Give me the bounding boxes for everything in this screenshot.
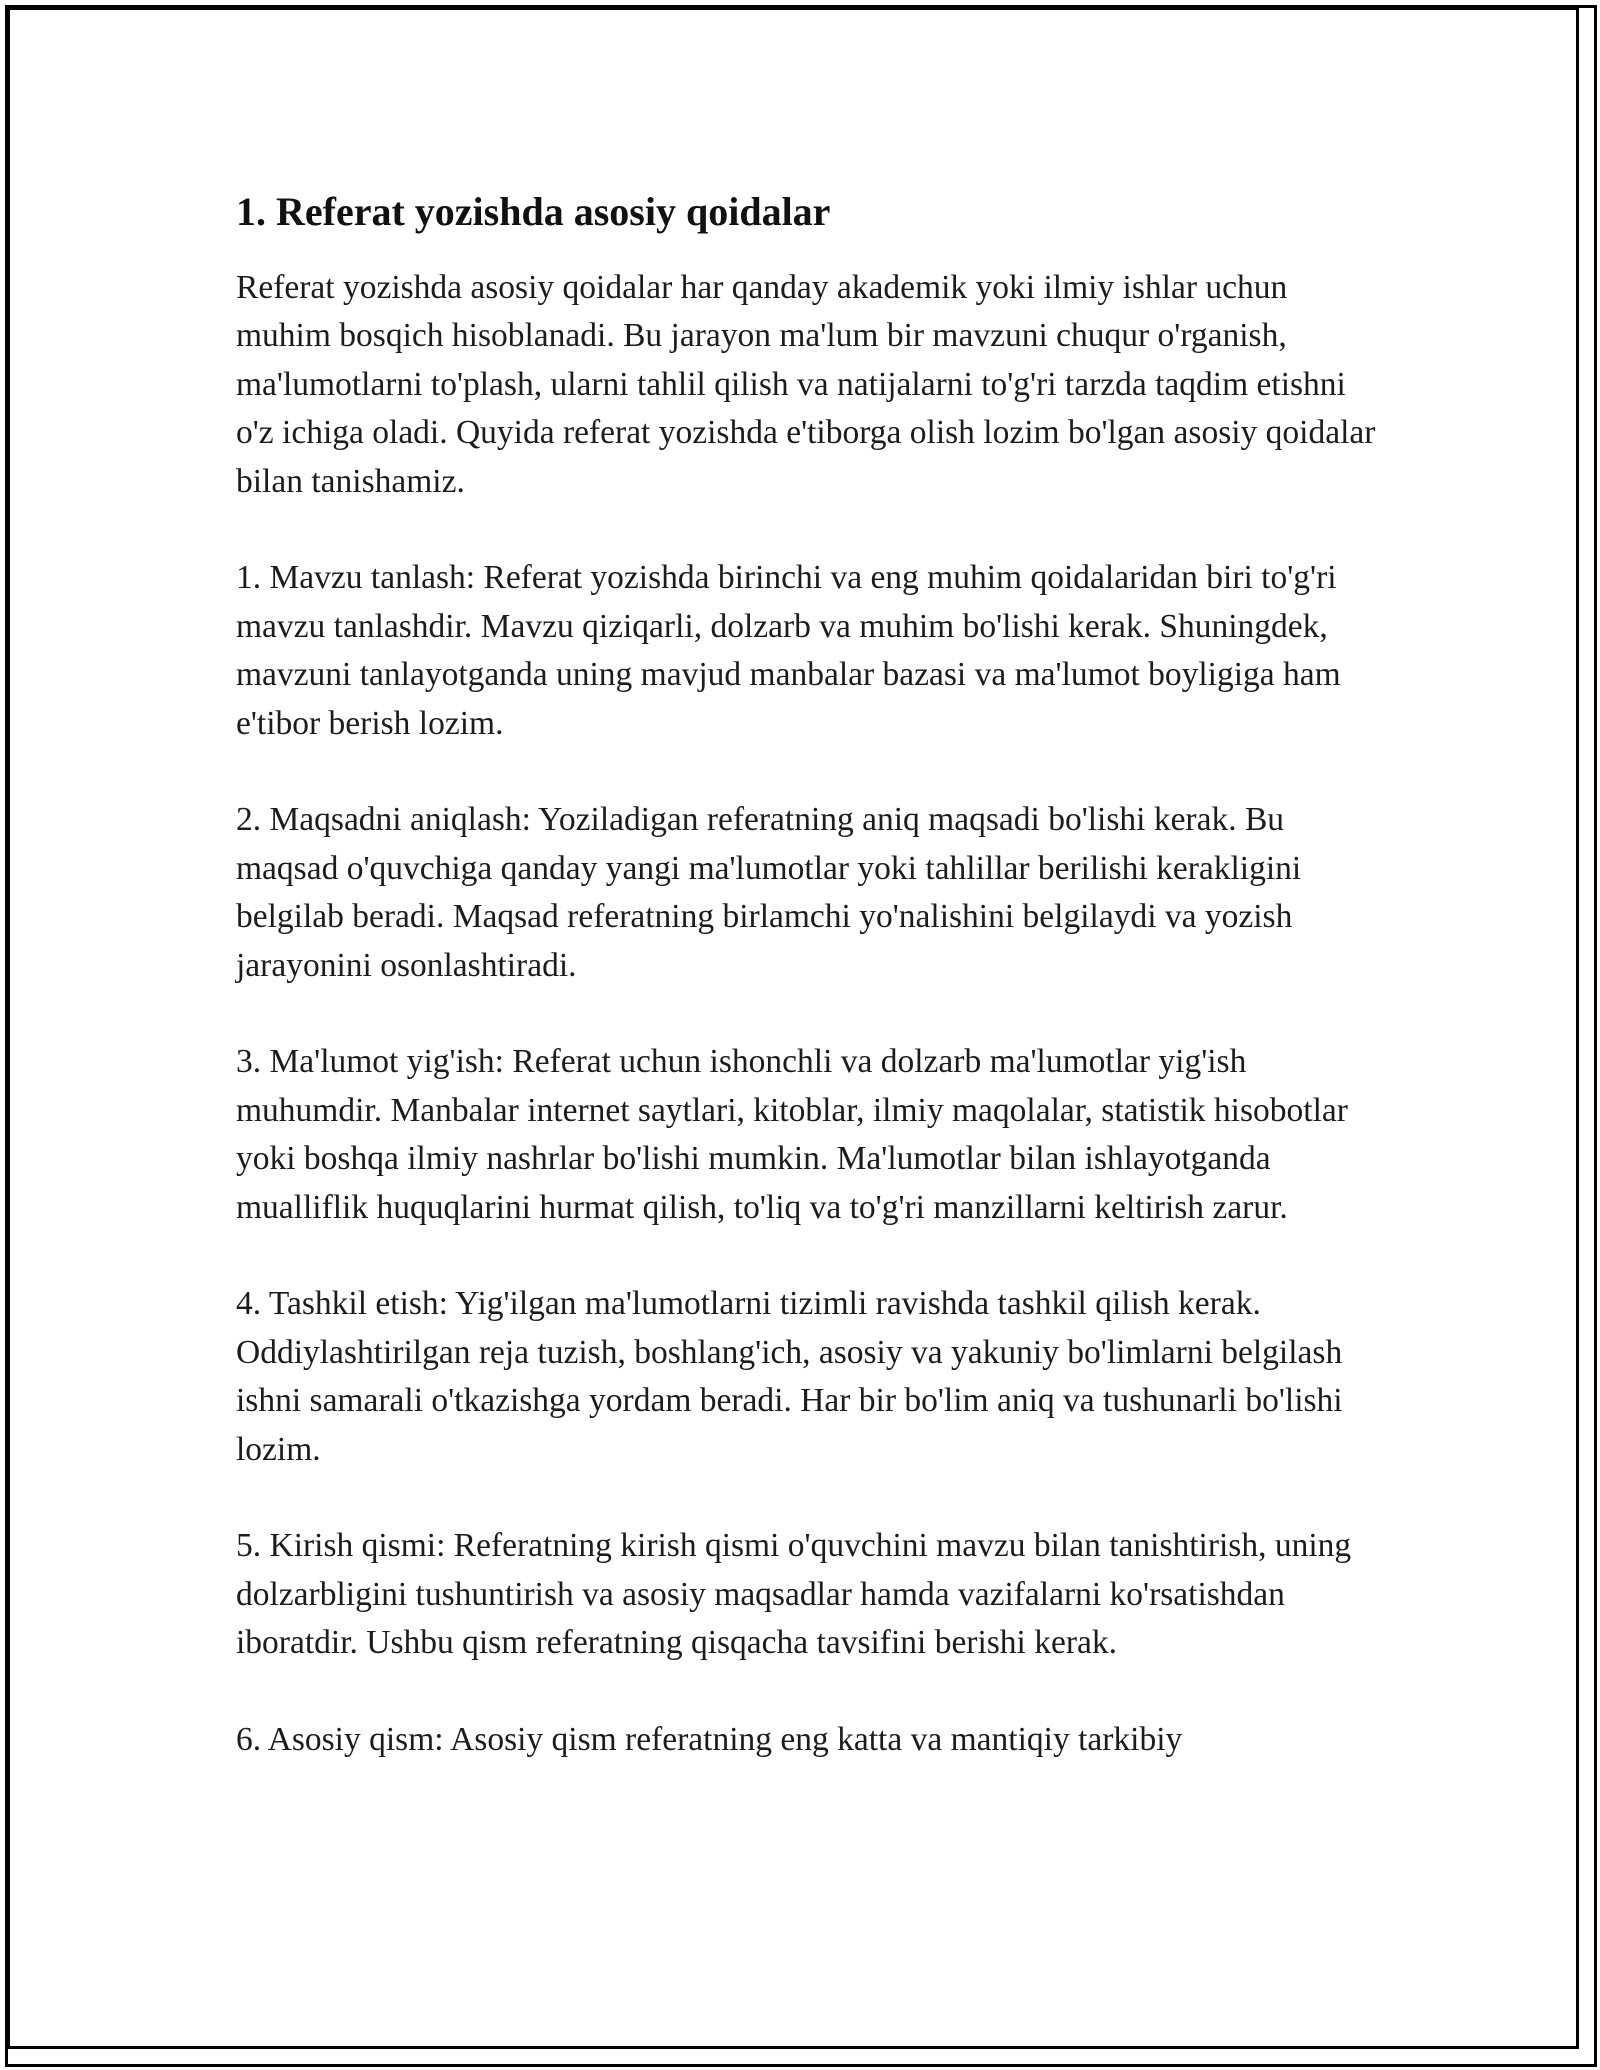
rule-item-mavzu-tanlash: 1. Mavzu tanlash: Referat yozishda birinchi va eng muhim qoidalaridan biri to'g'ri mavzu tanlashdir. Mavzu qiziqarli, dolzarb va muhim bo'lishi kerak. Shuningdek, mavzuni tanlayotganda uning mavjud manbalar bazasi va ma'lumot boyligiga ham e'tibor berish lozim.	[236, 559, 1341, 742]
rule-item-tashkil-etish: 4. Tashkil etish: Yig'ilgan ma'lumotlarni tizimli ravishda tashkil qilish kerak. Oddiylashtirilgan reja tuzish, boshlang'ich, asosiy va yakuniy bo'limlarni belgilash ishni samarali o'tkazishga yordam beradi. Har bir bo'lim aniq va tushunarli bo'lishi lozim.	[236, 1285, 1343, 1468]
rule-item-asosiy-qism: 6. Asosiy qism: Asosiy qism referatning eng katta va mantiqiy tarkibiy	[236, 1721, 1183, 1759]
rule-item-kirish-qismi: 5. Kirish qismi: Referatning kirish qismi o'quvchini mavzu bilan tanishtirish, uning dolzarbligini tushuntirish va asosiy maqsadlar hamda vazifalarni ko'rsatishdan iboratdir. Ushbu qism referatning qisqacha tavsifini berishi kerak.	[236, 1527, 1352, 1662]
rule-item-maqsadni-aniqlash: 2. Maqsadni aniqlash: Yoziladigan referatning aniq maqsadi bo'lishi kerak. Bu maqsad o'quvchiga qanday yangi ma'lumotlar yoki tahlillar berilishi kerakligini belgilab beradi. Maqsad referatning birlamchi yo'nalishini belgilaydi va yozish jarayonini osonlashtiradi.	[236, 801, 1302, 984]
intro-paragraph: Referat yozishda asosiy qoidalar har qanday akademik yoki ilmiy ishlar uchun muhim bosqich hisoblanadi. Bu jarayon ma'lum bir mavzuni chuqur o'rganish, ma'lumotlarni to'plash, ularni tahlil qilish va natijalarni to'g'ri tarzda taqdim etishni o'z ichiga oladi. Quyida referat yozishda e'tiborga olish lozim bo'lgan asosiy qoidalar bilan tanishamiz.	[236, 269, 1376, 500]
document-body	[236, 186, 1376, 1765]
rule-item-malumot-yigish: 3. Ma'lumot yig'ish: Referat uchun ishonchli va dolzarb ma'lumotlar yig'ish muhumdir. Manbalar internet saytlari, kitoblar, ilmiy maqolalar, statistik hisobotlar yoki boshqa ilmiy nashrlar bo'lishi mumkin. Ma'lumotlar bilan ishlayotganda mualliflik huquqlarini hurmat qilish, to'liq va to'g'ri manzillarni keltirish zarur.	[236, 1043, 1348, 1226]
document-title: 1. Referat yozishda asosiy qoidalar	[236, 189, 831, 234]
rules-list	[236, 554, 1376, 1764]
